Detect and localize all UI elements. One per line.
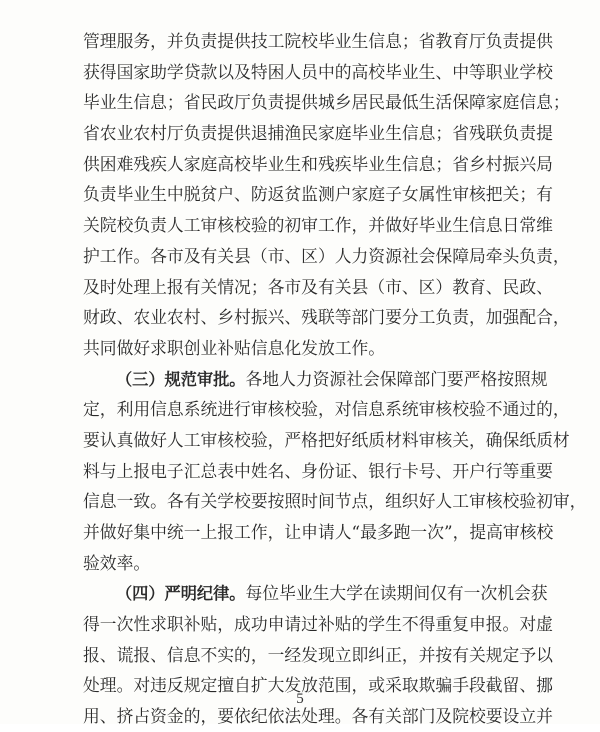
text-line: 供困难残疾人家庭高校毕业生和残疾毕业生信息；省乡村振兴局 xyxy=(83,153,553,174)
section-4-first-line-text: 每位毕业生大学在读期间仅有一次机会获 xyxy=(245,583,548,604)
text-line: 定，利用信息系统进行审核校验，对信息系统审核校验不通过的， xyxy=(83,399,570,420)
text-line: 负责毕业生中脱贫户、防返贫监测户家庭子女属性审核把关；有 xyxy=(83,184,553,205)
text-line: 及时处理上报有关情况；各市及有关县（市、区）教育、民政、 xyxy=(83,276,553,297)
text-line: 毕业生信息；省民政厅负责提供城乡居民最低生活保障家庭信息； xyxy=(83,92,570,113)
text-line: 财政、农业农村、乡村振兴、残联等部门要分工负责，加强配合， xyxy=(83,307,570,328)
text-line: 关院校负责人工审核校验的初审工作，并做好毕业生信息日常维 xyxy=(83,215,553,236)
text-line: 验效率。 xyxy=(83,552,151,573)
section-3-first-line xyxy=(83,364,548,395)
section-4-first-line xyxy=(83,578,548,609)
text-line: 要认真做好人工审核校验，严格把好纸质材料审核关，确保纸质材 xyxy=(83,429,570,450)
section-4-heading: （四）严明纪律。 xyxy=(116,584,246,604)
text-line: 处理。对违反规定擅自扩大发放范围，或采取欺骗手段截留、挪 xyxy=(83,675,553,696)
text-line: 料与上报电子汇总表中姓名、身份证、银行卡号、开户行等重要 xyxy=(83,460,553,481)
text-line: 信息一致。各有关学校要按照时间节点，组织好人工审核校验初审， xyxy=(83,491,587,512)
body-text xyxy=(83,26,587,732)
text-line: 共同做好求职创业补贴信息化发放工作。 xyxy=(83,337,386,358)
text-line: 报、谎报、信息不实的，一经发现立即纠正，并按有关规定予以 xyxy=(83,644,553,665)
section-3-first-line-text: 各地人力资源社会保障部门要严格按照规 xyxy=(245,368,548,389)
text-line: 并做好集中统一上报工作，让申请人“最多跑一次”，提高审核校 xyxy=(83,522,554,542)
text-line: 管理服务，并负责提供技工院校毕业生信息；省教育厅负责提供 xyxy=(83,31,553,51)
text-line: 护工作。各市及有关县（市、区）人力资源社会保障局牵头负责， xyxy=(83,245,570,266)
text-line: 获得国家助学贷款以及特困人员中的高校毕业生、中等职业学校 xyxy=(83,61,553,82)
text-line: 省农业农村厅负责提供退捕渔民家庭毕业生信息；省残联负责提 xyxy=(83,123,553,144)
text-line: 用、挤占资金的，要依纪依法处理。各有关部门及院校要设立并 xyxy=(83,706,553,727)
text-line: 得一次性求职补贴，成功申请过补贴的学生不得重复申报。对虚 xyxy=(83,614,553,635)
page-number: 5 xyxy=(296,691,304,707)
section-3-heading: （三）规范审批。 xyxy=(116,369,246,389)
